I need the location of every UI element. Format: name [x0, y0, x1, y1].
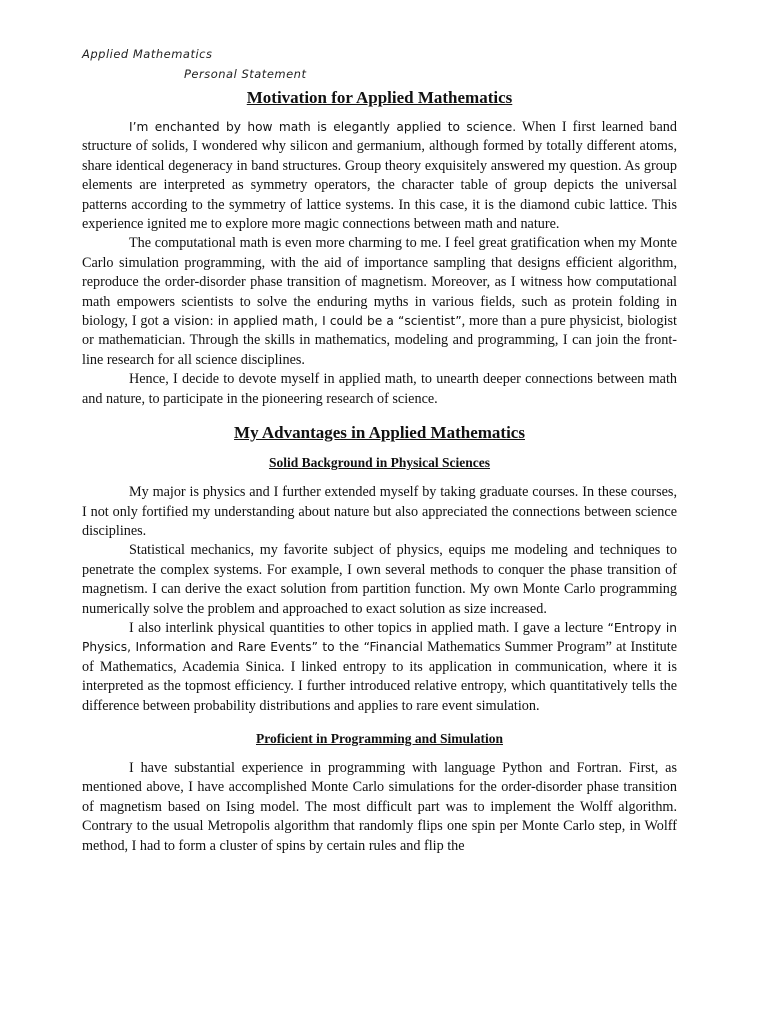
paragraph	[82, 234, 677, 370]
document-body	[82, 86, 677, 856]
paragraph	[82, 118, 677, 234]
paragraph-text: I also interlink physical quantities to other topics in applied math. I gave a lecture	[129, 619, 608, 636]
paragraph-text: The computational math is even more charming to me. I feel great gratification when my Monte Carlo simulation programming, with the aid of importance sampling that designs efficient algorithm, reproduce the order-disorder phase transition of magnetism. Moreover, as I witness how computational math empowers scientists to solve the enduring myths in various fields, such as protein folding in biology, I got	[82, 235, 677, 330]
subsection-title-programming: Proficient in Programming and Simulation	[255, 730, 503, 746]
paragraph-text: , more than a pure physicist, biologist or mathematician. Through the skills in mathematics, modeling and programming, I can join the front-line research for all science disciplines.	[82, 313, 677, 368]
section-title-advantages: My Advantages in Applied Mathematics	[234, 423, 525, 443]
paragraph	[82, 619, 677, 716]
header-doc-type: Personal Statement	[184, 67, 307, 81]
handwritten-phrase: I’m enchanted by how math is elegantly applied to science.	[129, 120, 517, 134]
paragraph: I have substantial experience in programming with language Python and Fortran. First, as mentioned above, I have accomplished Monte Carlo simulations for the order-disorder phase transition of magnetism based on Ising model. The most difficult part was to implement the Wolff algorithm. Contrary to the usual Metropolis algorithm that randomly flips one spin per Monte Carlo step, in Wolff method, I had to form a cluster of spins by certain rules and flip the	[82, 759, 677, 854]
header-subject: Applied Mathematics	[82, 47, 213, 61]
subsection-title-physical-sciences: Solid Background in Physical Sciences	[268, 455, 491, 471]
paragraph: My major is physics and I further extended myself by taking graduate courses. In these courses, I not only fortified my understanding about nature but also appreciated the connections between science disciplines.	[82, 484, 677, 539]
handwritten-phrase: a vision: in applied math, I could be a “scientist”	[162, 314, 462, 329]
handwritten-phrase: “Entropy in Physics, Information and Rare Events” to the “Financial	[82, 620, 678, 655]
paragraph-text: Mathematics Summer Program” at Institute of Mathematics, Academia Sinica. I linked entropy to its application in communication, where it is interpreted as the topmost efficiency. I further introduced relative entropy, which quantitatively tells the difference between probability distributions and applies to rare event simulation.	[82, 639, 678, 714]
section-title-motivation: Motivation for Applied Mathematics	[246, 88, 513, 107]
paragraph: Statistical mechanics, my favorite subject of physics, equips me modeling and techniques to penetrate the complex systems. For example, I own several methods to conquer the phase transition of magnetism. I can derive the exact solution from partition function. My own Monte Carlo programming numerically solve the problem and approached to exact solution as size increased.	[82, 542, 677, 617]
paragraph-text: When I first learned band structure of solids, I wondered why silicon and germanium, although formed by totally different atoms, share identical degeneracy in band structures. Group theory exquisitely answered my question. As group elements are interpreted as symmetry operators, the character table of group depicts the universal patterns according to the symmetry of lattice systems. In this case, it is the diamond cubic lattice. This experience ignited me to explore more magic connections between math and nature.	[82, 119, 677, 233]
paragraph: Hence, I decide to devote myself in applied math, to unearth deeper connections between math and nature, to participate in the pioneering research of science.	[82, 371, 677, 407]
